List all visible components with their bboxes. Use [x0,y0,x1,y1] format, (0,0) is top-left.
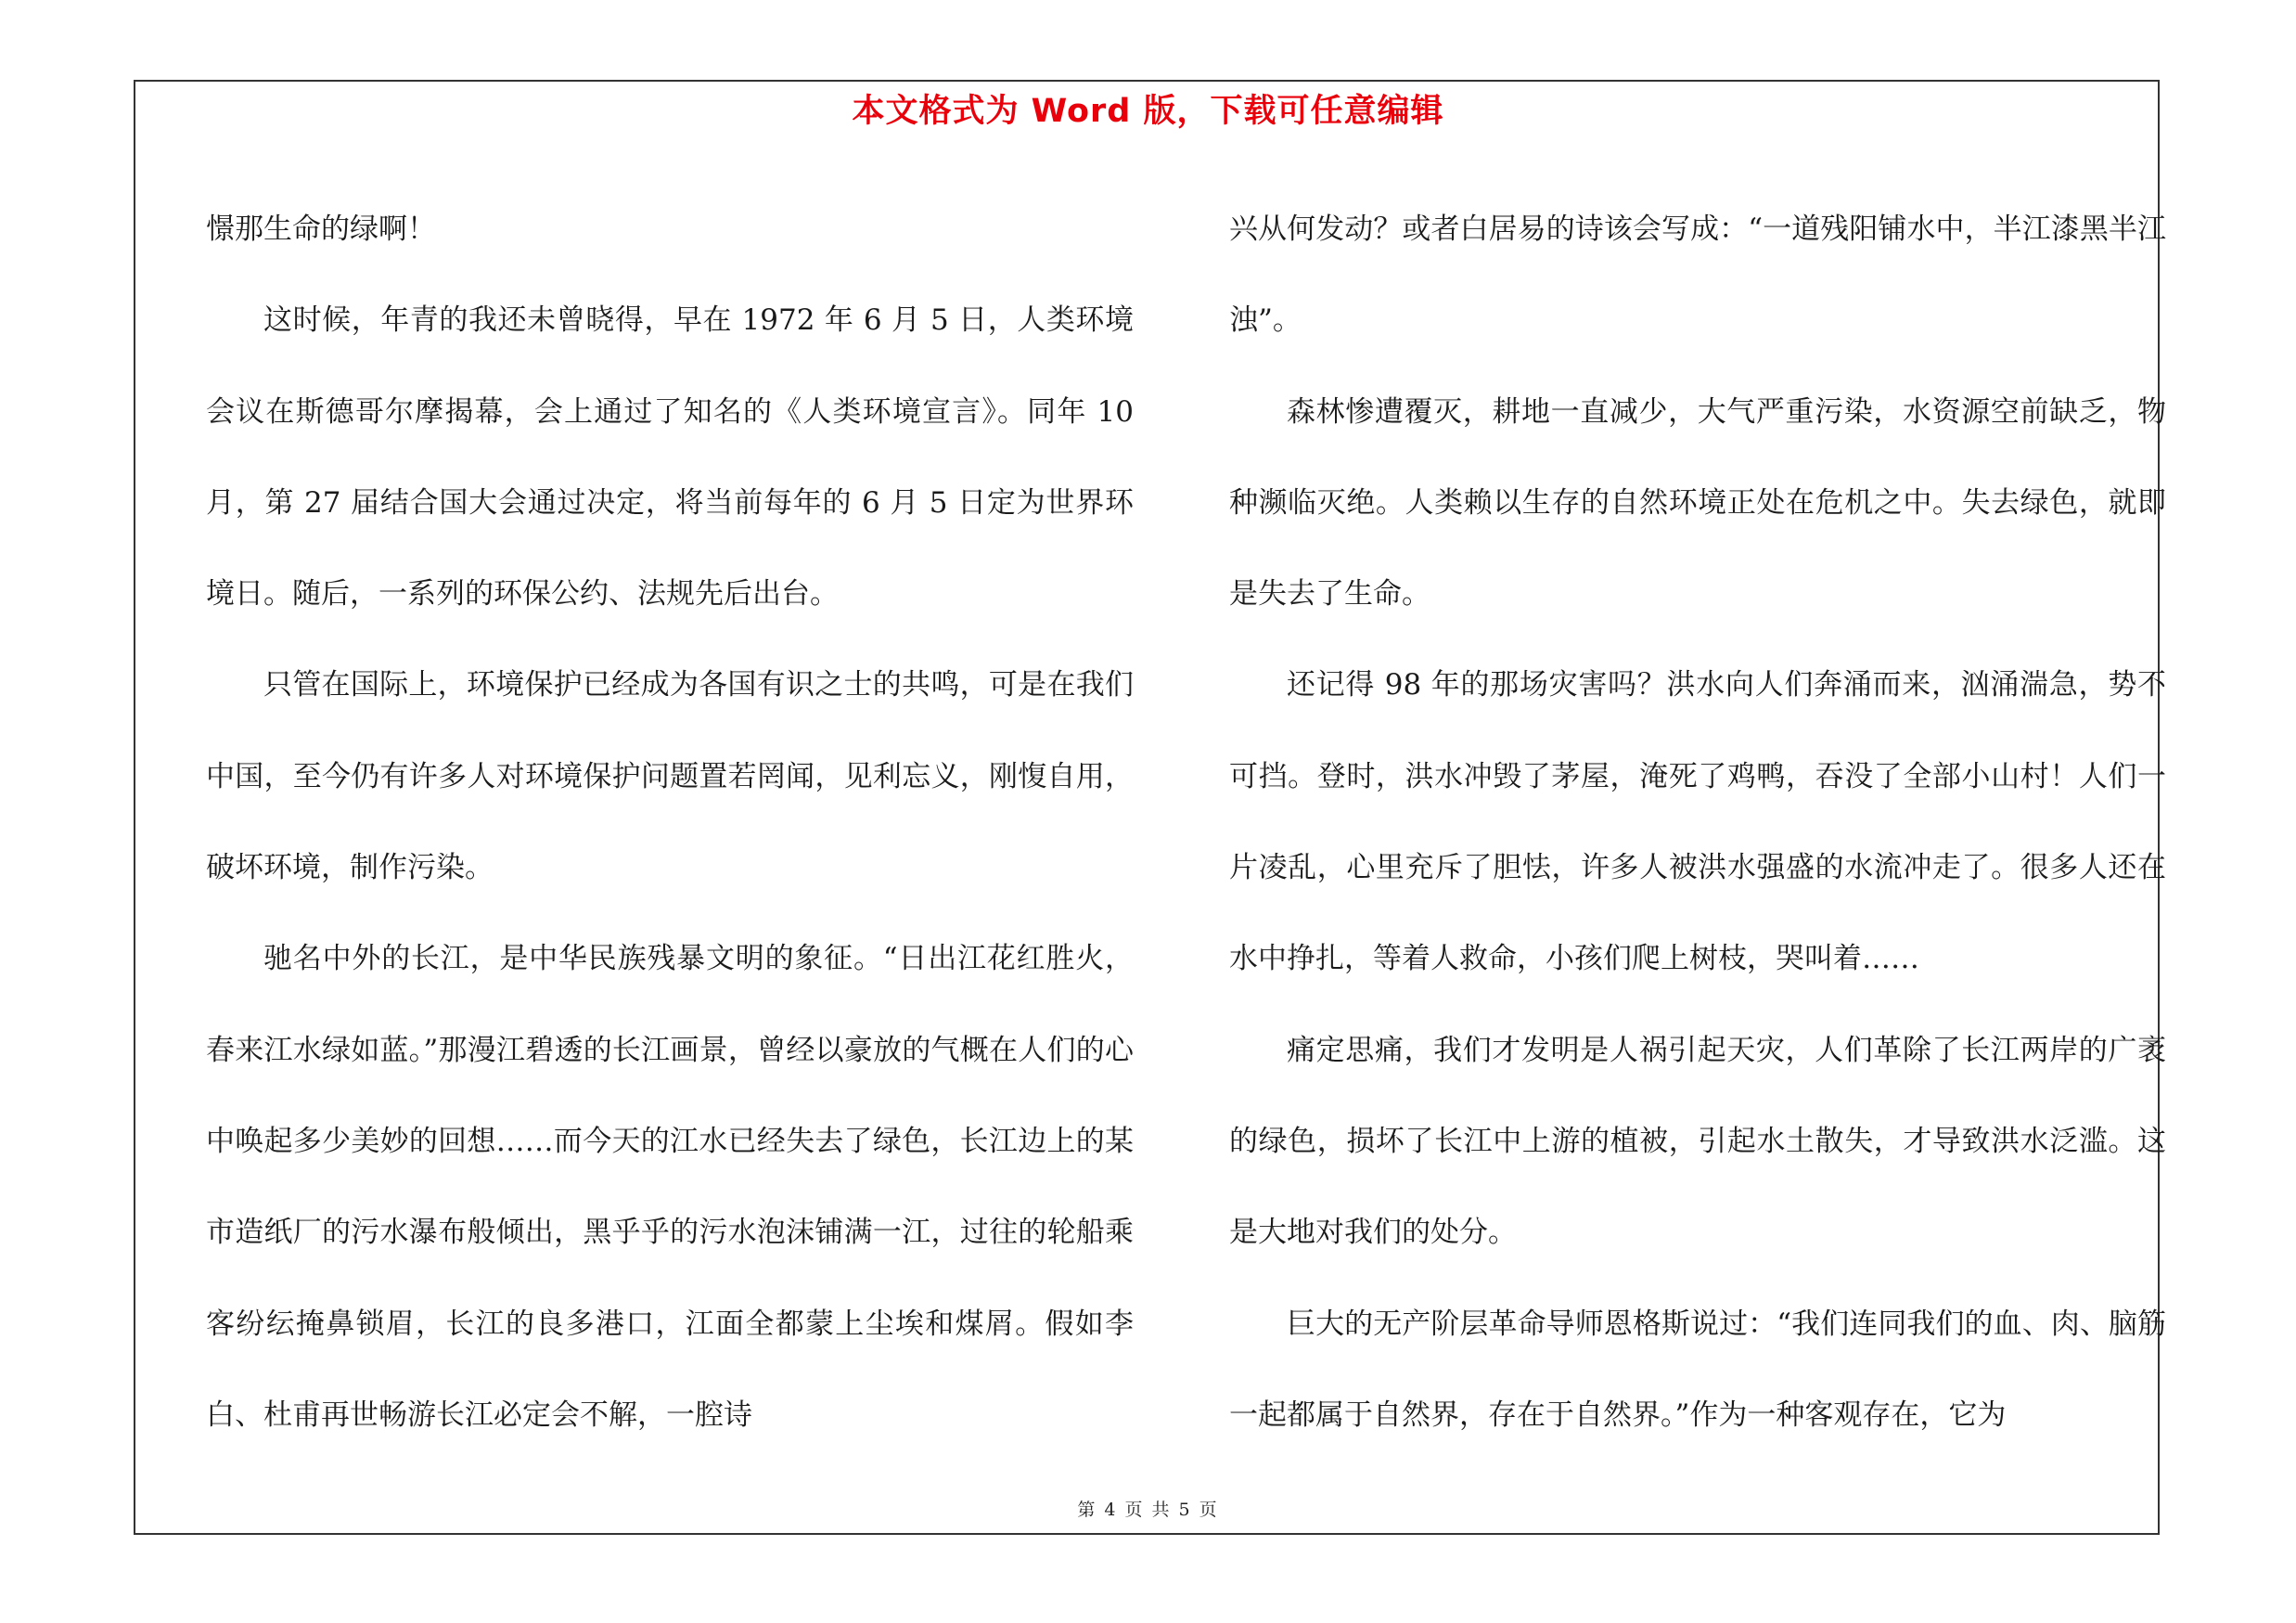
page-number-footer: 第 4 页 共 5 页 [1077,1500,1219,1520]
left-text-column [206,184,1134,1461]
paragraph: 痛定思痛，我们才发明是人祸引起天灾，人们革除了长江两岸的广袤的绿色，损坏了长江中上游的植被，引起水土散失，才导致洪水泛滥。这是大地对我们的处分。 [1229,1033,2166,1250]
paragraph: 森林惨遭覆灭，耕地一直减少，大气严重污染，水资源空前缺乏，物种濒临灭绝。人类赖以生存的自然环境正处在危机之中。失去绿色，就即是失去了生命。 [1229,394,2166,612]
paragraph: 巨大的无产阶层革命导师恩格斯说过：“我们连同我们的血、肉、脑筋一起都属于自然界，存在于自然界。”作为一种客观存在，它为 [1229,1307,2166,1432]
paragraph: 驰名中外的长江，是中华民族残暴文明的象征。“日出江花红胜火，春来江水绿如蓝。”那漫江碧透的长江画景，曾经以豪放的气概在人们的心中唤起多少美妙的回想……而今天的江水已经失去了绿色，长江边上的某市造纸厂的污水瀑布般倾出，黑乎乎的污水泡沫铺满一江，过往的轮船乘客纷纭掩鼻锁眉，长江的良多港口，江面全都蒙上尘埃和煤屑。假如李白、杜甫再世畅游长江必定会不解，一腔诗 [206,942,1134,1432]
right-text-column [1229,184,2166,1461]
word-format-banner: 本文格式为 Word 版，下载可任意编辑 [852,93,1444,130]
paragraph: 这时候，年青的我还未曾晓得，早在 1972 年 6 月 5 日，人类环境会议在斯德哥尔摩揭幕，会上通过了知名的《人类环境宣言》。同年 10 月，第 27 届结合国大会通过决定，将当前每年的 6 月 5 日定为世界环境日。随后，一系列的环保公约、法规先后出台。 [206,303,1134,612]
paragraph: 兴从何发动？或者白居易的诗该会写成：“一道残阳铺水中，半江漆黑半江浊”。 [1229,213,2166,338]
paragraph: 还记得 98 年的那场灾害吗？洪水向人们奔涌而来，汹涌湍急，势不可挡。登时，洪水冲毁了茅屋，淹死了鸡鸭，吞没了全部小山村！人们一片凌乱，心里充斥了胆怯，许多人被洪水强盛的水流冲走了。很多人还在水中挣扎，等着人救命，小孩们爬上树枝，哭叫着…… [1229,668,2166,976]
paragraph: 只管在国际上，环境保护已经成为各国有识之士的共鸣，可是在我们中国，至今仍有许多人对环境保护问题置若罔闻，见利忘义，刚愎自用，破坏环境，制作污染。 [206,668,1134,885]
paragraph: 憬那生命的绿啊！ [206,213,436,246]
